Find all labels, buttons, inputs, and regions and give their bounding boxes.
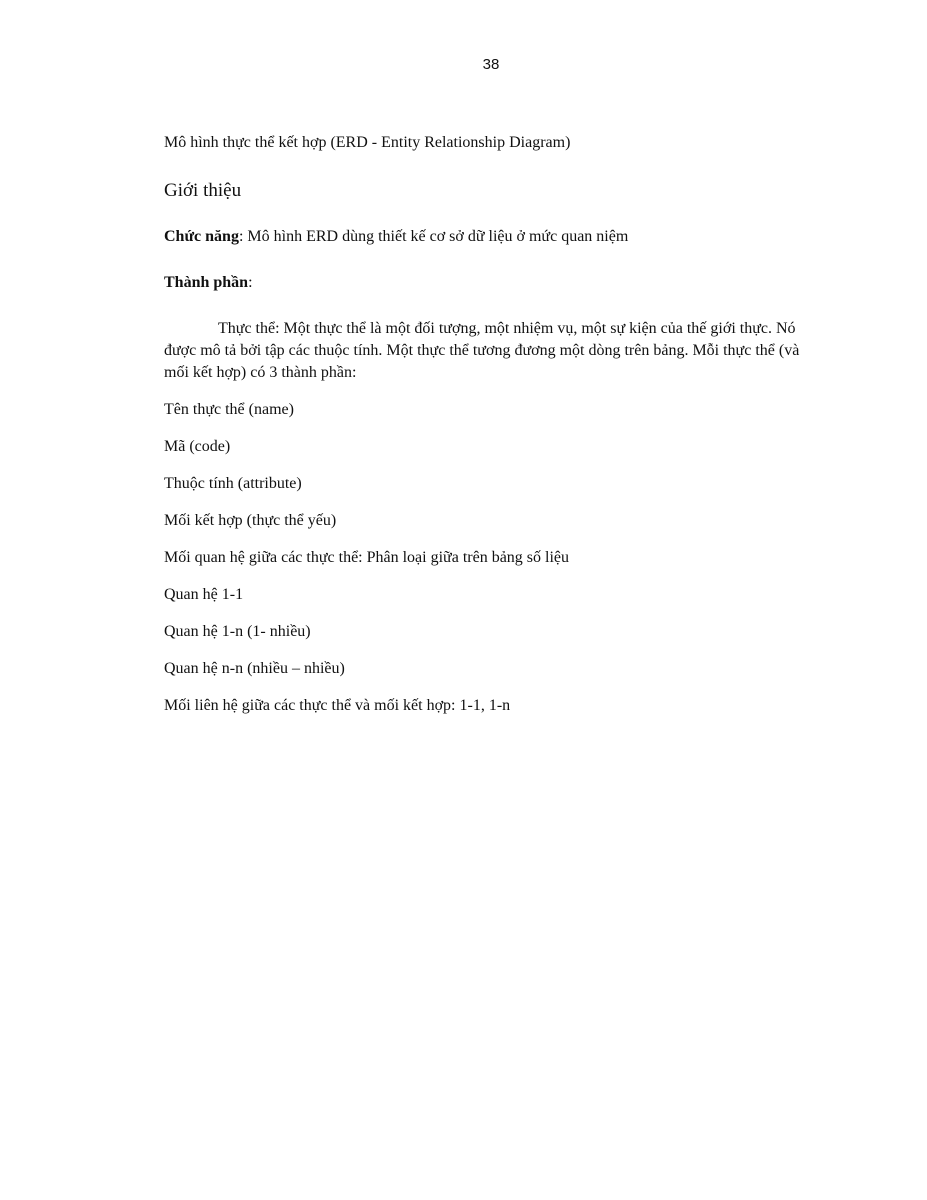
page-body: [164, 132, 804, 732]
components-paragraph: [164, 272, 804, 294]
components-text: :: [248, 274, 253, 291]
list-item: Quan hệ n-n (nhiều – nhiều): [164, 660, 345, 677]
document-title: Mô hình thực thể kết hợp (ERD - Entity Relationship Diagram): [164, 134, 571, 151]
function-label: Chức năng: [164, 228, 239, 245]
page-number: 38: [482, 56, 500, 73]
list-item: Quan hệ 1-n (1- nhiều): [164, 623, 311, 640]
list-item: Mã (code): [164, 438, 231, 455]
function-paragraph: [164, 226, 804, 248]
list-item: Thuộc tính (attribute): [164, 475, 302, 492]
entity-paragraph: Thực thể: Một thực thể là một đối tượng, một nhiệm vụ, một sự kiện của thế giới thực. Nó được mô tả bởi tập các thuộc tính. Một thực thể tương đương một dòng trên bảng. Mỗi thực thể (và mối kết hợp) có 3 thành phần:: [164, 320, 800, 381]
components-label: Thành phần: [164, 274, 249, 291]
list-item: Mối kết hợp (thực thể yếu): [164, 512, 337, 529]
section-heading: Giới thiệu: [164, 180, 242, 201]
list-item: Mối liên hệ giữa các thực thể và mối kết hợp: 1-1, 1-n: [164, 697, 511, 714]
list-item: Quan hệ 1-1: [164, 586, 244, 603]
list-item: Tên thực thể (name): [164, 401, 294, 418]
function-text: : Mô hình ERD dùng thiết kế cơ sở dữ liệu ở mức quan niệm: [238, 228, 629, 245]
list-item: Mối quan hệ giữa các thực thể: Phân loại giữa trên bảng số liệu: [164, 549, 570, 566]
